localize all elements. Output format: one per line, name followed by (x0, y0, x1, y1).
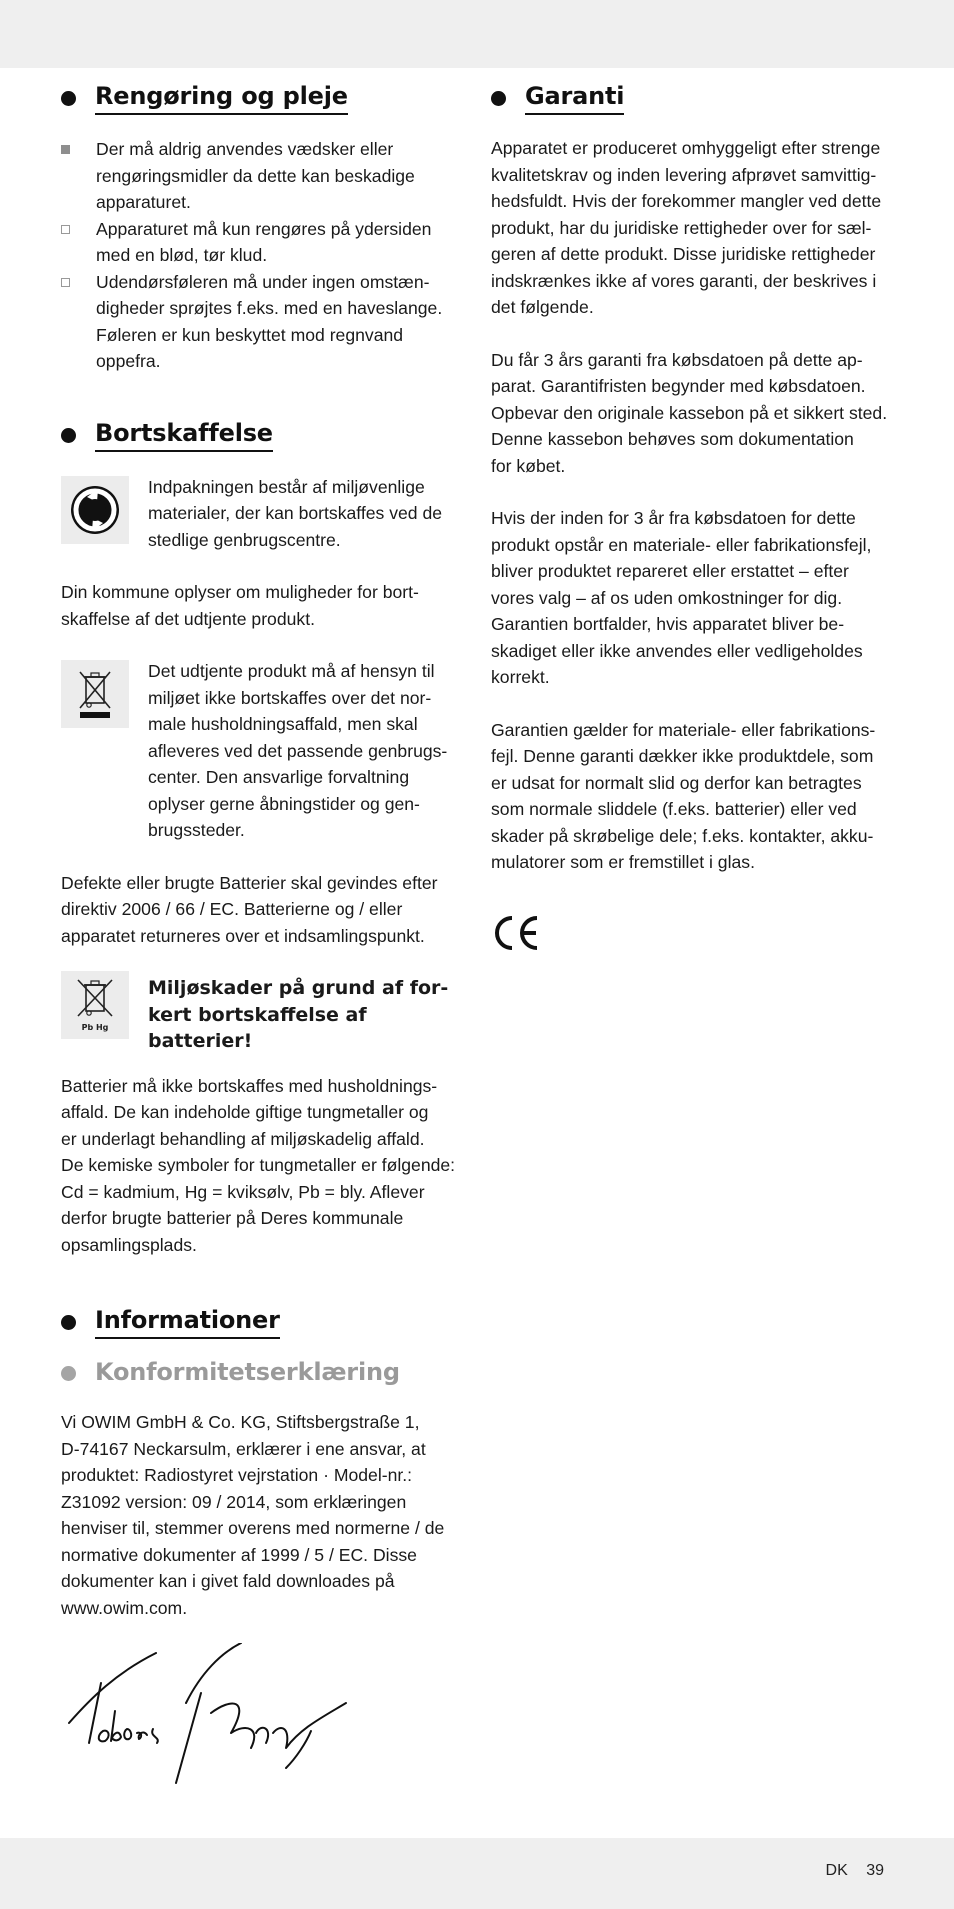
list-item: Apparaturet må kun rengøres på ydersiden med en blød, tør klud. (61, 216, 463, 269)
battery-icon-label: Pb Hg (81, 1023, 109, 1032)
warranty-paragraph-2: Du får 3 års garanti fra købsdatoen på dette ap- parat. Garantifristen begynder med købsdatoen. Opbevar den originale kassebon på et sikkert sted. Denne kassebon behøves som dokumentation for købet. (491, 349, 888, 476)
list-item: Udendørsføleren må under ingen omstæn- digheder sprøjtes f.eks. med en haveslange. Føleren er kun beskyttet mod regnvand oppefra. (61, 269, 463, 375)
battery-directive-paragraph: Defekte eller brugte Batterier skal gevindes efter direktiv 2006 / 66 / EC. Batterierne og / eller apparatet returneres over et indsamlingspunkt. (61, 872, 438, 946)
heading-warranty: Garanti (491, 82, 893, 115)
warranty-paragraph-1: Apparatet er produceret omhyggeligt efter strenge kvalitetskrav og inden levering afprøvet samvittig- hedsfuldt. Hvis der forekommer mangler ved dette produkt, har du juridiske rettigheder over for sæl- geren af dette produkt. Disse juridiske rettigheder indskrænkes ikke af vores garanti, der beskrives i det følgende. (491, 138, 882, 317)
battery-warning-block (61, 969, 463, 1055)
bullet-dot-icon (61, 1315, 76, 1330)
square-bullet-icon (61, 225, 70, 234)
green-dot-icon-box (61, 476, 129, 544)
bullet-dot-icon (61, 91, 76, 106)
country-code: DK (825, 1862, 848, 1879)
left-column (61, 82, 463, 1793)
bullet-dot-icon (61, 428, 76, 443)
heading-conformity: Konformitetserklæring (61, 1358, 463, 1389)
weee-icon-box (61, 660, 129, 728)
right-column (491, 82, 893, 959)
battery-bin-icon (72, 976, 118, 1034)
crossed-bin-icon (75, 668, 115, 720)
page-footer (812, 1862, 884, 1880)
battery-icon-box (61, 971, 129, 1039)
heading-disposal: Bortskaffelse (61, 419, 463, 452)
top-band (0, 0, 954, 68)
battery-warning: Miljøskader på grund af for- kert bortskaffelse af batterier! (148, 977, 449, 1052)
square-bullet-icon (61, 278, 70, 287)
heading-cleaning: Rengøring og pleje (61, 82, 463, 115)
warranty-paragraph-4: Garantien gælder for materiale- eller fabrikations- fejl. Denne garanti dækker ikke produktdele, som er udsat for normalt slid og derfor kan betragtes som normale sliddele (f.eks. batterier) eller ved skader på skrøbelige dele; f.eks. kontakter, akku- mulatorer som er fremstillet i glas. (491, 719, 876, 872)
heavy-metals-paragraph: Batterier må ikke bortskaffes med husholdnings- affald. De kan indeholde giftige tungmetaller og er underlagt behandling af miljøskadelig affald. De kemiske symboler for tungmetaller er følgende: Cd = kadmium, Hg = kviksølv, Pb = bly. Aflever derfor brugte batterier på Deres kommunale opsamlingsplads. (61, 1075, 456, 1255)
conformity-paragraph: Vi OWIM GmbH & Co. KG, Stiftsbergstraße 1, D-74167 Neckarsulm, erklærer i ene ansvar, at produktet: Radiostyret vejrstation · Model-nr.: Z31092 version: 09 / 2014, som erklæringen henviser til, stemmer overens med normerne / de normative dokumenter af 1999 / 5 / EC. Disse dokumenter kan i givet fald downloades på www.owim.com. (61, 1412, 445, 1618)
filled-square-bullet-icon (61, 145, 70, 154)
warranty-paragraph-3: Hvis der inden for 3 år fra købsdatoen for dette produkt opstår en materiale- eller fabrikationsfejl, bliver produktet repareret eller erstattet – efter vores valg – af os uden omkostninger for dig. Garantien bortfalder, hvis apparatet bliver be- skadiget eller ikke anvendes eller vedligeholdes korrekt. (491, 508, 872, 687)
page-number: 39 (866, 1862, 884, 1879)
gray-bullet-dot-icon (61, 1366, 76, 1381)
municipality-paragraph: Din kommune oplyser om muligheder for bort- skaffelse af det udtjente produkt. (61, 582, 419, 629)
weee-block: Det udtjente produkt må af hensyn til miljøet ikke bortskaffes over det nor- male husholdningsaffald, men skal afleveres ved det passende genbrugs- center. Den ansvarlige forvaltning oplyser gerne åbningstider og gen- brugssteder. (61, 658, 463, 844)
signature (61, 1643, 361, 1793)
list-item: Der må aldrig anvendes vædsker eller rengøringsmidler da dette kan beskadige apparaturet. (61, 136, 463, 216)
ce-mark-icon (491, 912, 541, 954)
bullet-dot-icon (491, 91, 506, 106)
cleaning-list (61, 136, 463, 375)
packaging-block: Indpakningen består af miljøvenlige materialer, der kan bortskaffes ved de stedlige genbrugscentre. (61, 474, 463, 554)
heading-information: Informationer (61, 1306, 463, 1339)
green-dot-recycling-icon (68, 483, 122, 537)
